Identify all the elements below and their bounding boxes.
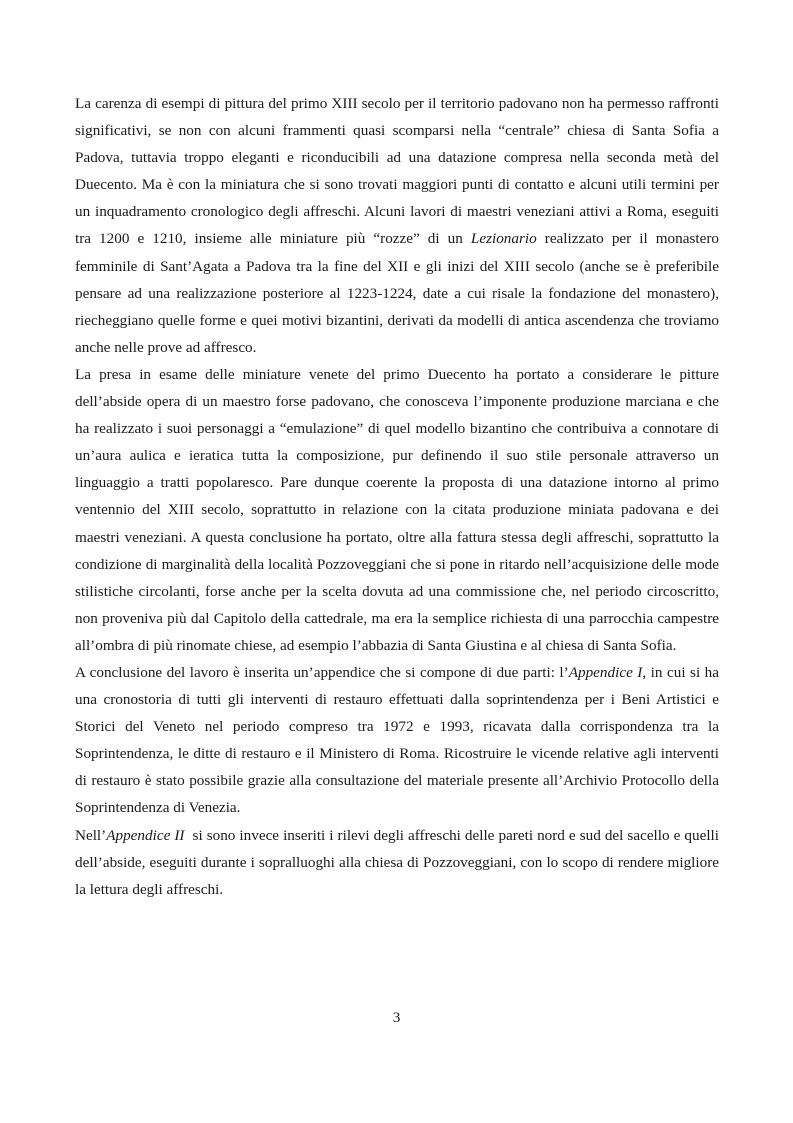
- body-text: [75, 90, 723, 903]
- paragraph-2-text: La presa in esame delle miniature venete del primo Duecento ha portato a considerare le pitture dell’abside opera di un maestro forse padovano, che conosceva l’imponente produzione marciana e che ha realizzato i suoi personaggi a “emulazione” di quel modello bizantino che contribuiva a connotare di un’aura aulica e ieratica tutta la composizione, pur definendo il suo stile personale attraverso un linguaggio a tratti popolaresco. Pare dunque coerente la proposta di una datazione intorno al primo ventennio del XIII secolo, soprattutto in relazione con la citata produzione miniata padovana e dei maestri veneziani. A questa conclusione ha portato, oltre alla fattura stessa degli affreschi, soprattutto la condizione di marginalità della località Pozzoveggiani che si pone in ritardo nell’acquisizione delle mode stilistiche circolanti, forse anche per la scelta dovuta ad una commissione che, nel periodo circoscritto, non proveniva più dal Capitolo della cattedrale, ma era la semplice richiesta di una parrocchia campestre all’ombra di più rinomate chiese, ad esempio l’abbazia di Santa Giustina e al chiesa di Santa Sofia.: [75, 365, 719, 654]
- paragraph-2: [75, 361, 719, 659]
- page-number: 3: [392, 1009, 401, 1026]
- paragraph-1-text-b: realizzato per il monastero femminile di Sant’Agata a Padova tra la fine del XII e gli inizi del XIII secolo (anche se è preferibile pensare ad una realizzazione posteriore al 1223-1224, date a cui risale la fondazione del monastero), riecheggiano quelle forme e quei motivi bizantini, derivati da modelli di antica ascendenza che troviamo anche nelle prove ad affresco.: [75, 230, 719, 356]
- paragraph-4-text-b: si sono invece inseriti i rilevi degli affreschi delle pareti nord e sud del sacello e quelli dell’abside, eseguiti durante i sopralluoghi alla chiesa di Pozzoveggiani, con lo scopo di rendere migliore la lettura degli affreschi.: [75, 826, 723, 898]
- appendice-i-title: Appendice I: [568, 663, 643, 681]
- lezionario-title: Lezionario: [470, 230, 537, 248]
- appendice-ii-title: Appendice II: [106, 826, 185, 844]
- paragraph-3-text-a: A conclusione del lavoro è inserita un’appendice che si compone di due parti: l’: [75, 663, 569, 681]
- paragraph-4-text-a: Nell’: [75, 826, 107, 844]
- paragraph-4: [75, 822, 723, 903]
- paragraph-3-text-b: , in cui si ha una cronostoria di tutti gli interventi di restauro effettuati dalla soprintendenza per i Beni Artistici e Storici del Veneto nel periodo compreso tra 1972 e 1993, ricavata dalla corrispondenza tra la Soprintendenza, le ditte di restauro e il Ministero di Roma. Ricostruire le vicende relative agli interventi di restauro è stato possibile grazie alla consultazione del materiale presente all’Archivio Protocollo della Soprintendenza di Venezia.: [75, 663, 720, 817]
- paragraph-1-text-a: La carenza di esempi di pittura del primo XIII secolo per il territorio padovano non ha permesso raffronti significativi, se non con alcuni frammenti quasi scomparsi nella “centrale” chiesa di Santa Sofia a Padova, tuttavia troppo eleganti e riconducibili ad una datazione compresa nella seconda metà del Duecento. Ma è con la miniatura che si sono trovati maggiori punti di contatto e alcuni utili termini per un inquadramento cronologico degli affreschi. Alcuni lavori di maestri veneziani attivi a Roma, eseguiti tra 1200 e 1210, insieme alle miniature più “rozze” di un: [75, 95, 719, 248]
- paragraph-3: [75, 659, 719, 822]
- paragraph-1: [75, 90, 719, 361]
